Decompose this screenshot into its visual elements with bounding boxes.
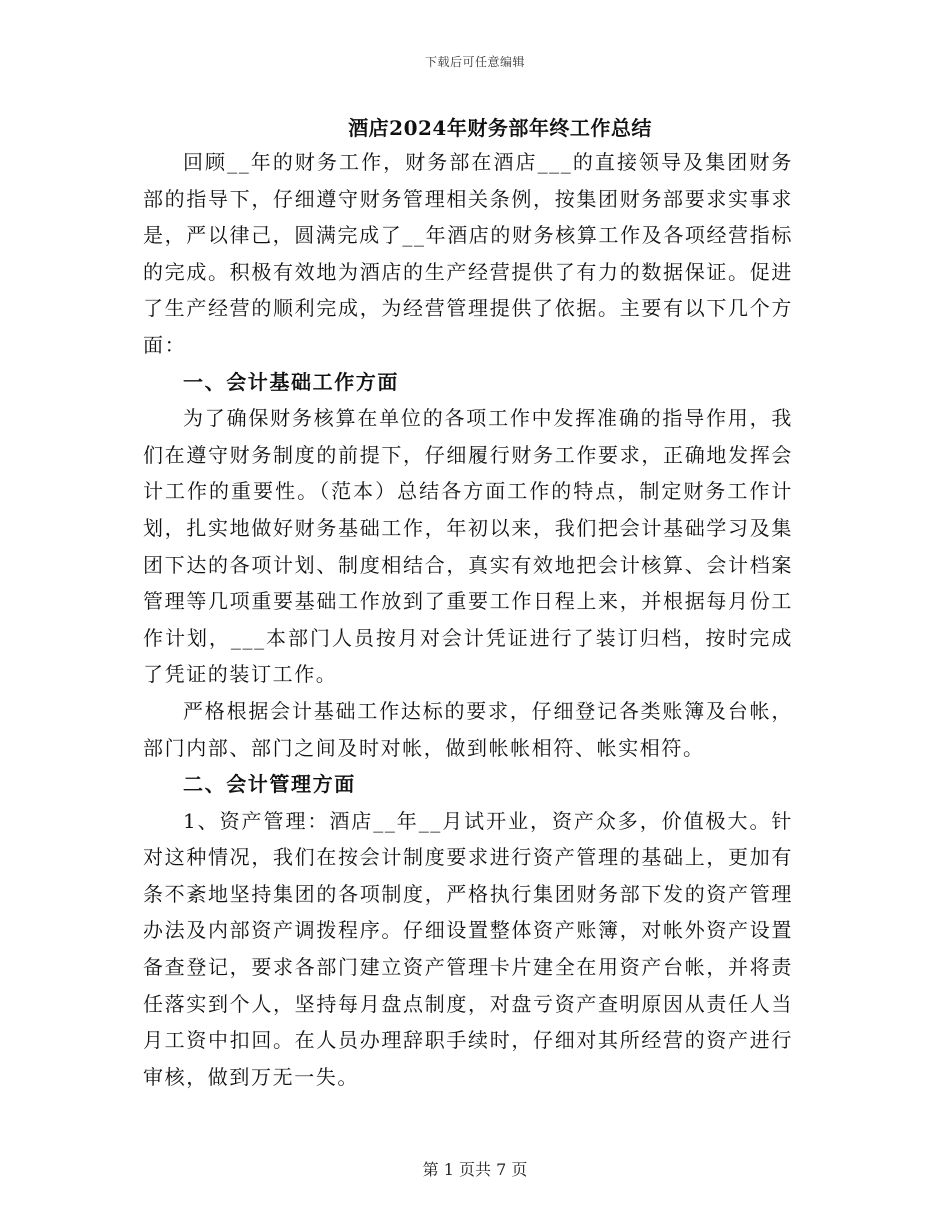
section-heading-accounting-basics: 一、会计基础工作方面 xyxy=(183,369,399,394)
ledger-paragraph: 严格根据会计基础工作达标的要求，仔细登记各类账簿及台帐，部门内部、部门之间及时对帐，做到帐帐相符、帐实相符。 xyxy=(143,698,793,760)
asset-management-paragraph: 1、资产管理：酒店__年__月试开业，资产众多，价值极大。针对这种情况，我们在按会计制度要求进行资产管理的基础上，更加有条不紊地坚持集团的各项制度，严格执行集团财务部下发的资产管理办法及内部资产调拨程序。仔细设置整体资产账簿，对帐外资产设置备查登记，要求各部门建立资产管理卡片建全在用资产台帐，并将责任落实到个人，坚持每月盘点制度，对盘亏资产查明原因从责任人当月工资中扣回。在人员办理辞职手续时，仔细对其所经营的资产进行审核，做到万无一失。 xyxy=(143,808,793,1089)
accounting-basics-paragraph: 为了确保财务核算在单位的各项工作中发挥准确的指导作用，我们在遵守财务制度的前提下，仔细履行财务工作要求，正确地发挥会计工作的重要性。（范本）总结各方面工作的特点，制定财务工作计划，扎实地做好财务基础工作，年初以来，我们把会计基础学习及集团下达的各项计划、制度相结合，真实有效地把会计核算、会计档案管理等几项重要基础工作放到了重要工作日程上来，并根据每月份工作计划，___本部门人员按月对会计凭证进行了装订归档，按时完成了凭证的装订工作。 xyxy=(143,406,793,687)
section-heading-accounting-management: 二、会计管理方面 xyxy=(183,772,356,797)
intro-paragraph: 回顾__年的财务工作，财务部在酒店___的直接领导及集团财务部的指导下，仔细遵守财务管理相关条例，按集团财务部要求实事求是，严以律己，圆满完成了__年酒店的财务核算工作及各项经营指标的完成。积极有效地为酒店的生产经营提供了有力的数据保证。促进了生产经营的顺利完成，为经营管理提供了依据。主要有以下几个方面： xyxy=(143,150,793,357)
page-indicator: 第 1 页共 7 页 xyxy=(422,1160,528,1179)
document-body xyxy=(143,144,793,1095)
header-note: 下载后可任意编辑 xyxy=(424,55,525,69)
document-title: 酒店2024年财务部年终工作总结 xyxy=(348,116,652,140)
